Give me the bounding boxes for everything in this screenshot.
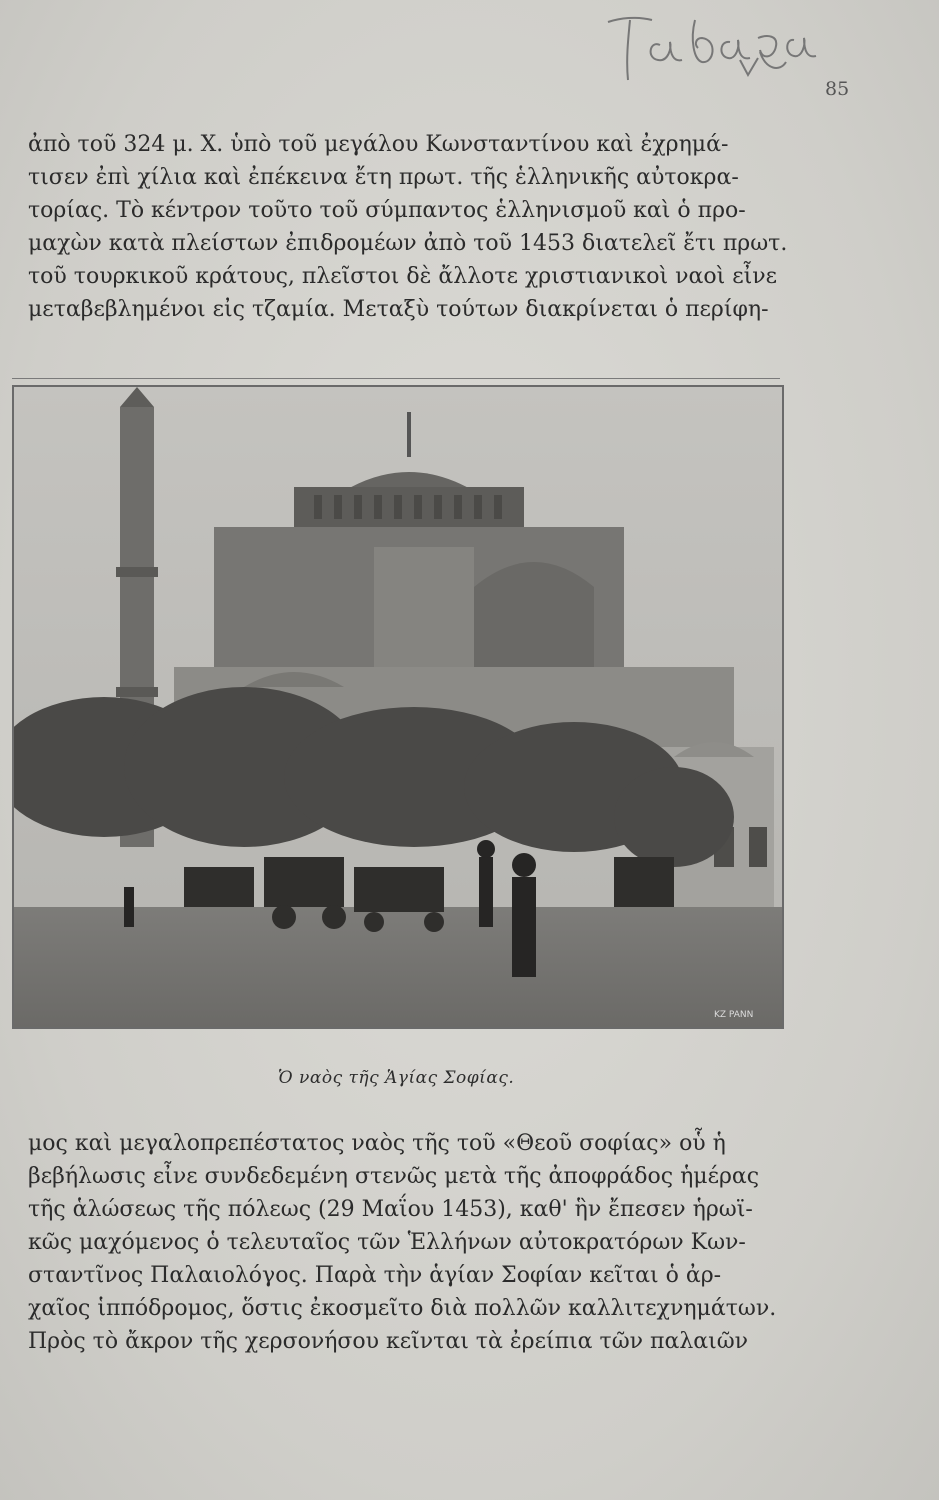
- text-line: τορίας. Τὸ κέντρον τοῦτο τοῦ σύμπαντος ἑλληνισμοῦ καὶ ὁ προ-: [28, 198, 746, 223]
- text-line: τῆς ἁλώσεως τῆς πόλεως (29 Μαΐου 1453), καθ' ἣν ἔπεσεν ἡρωϊ-: [28, 1197, 753, 1222]
- text-line: χαῖος ἱππόδρομος, ὅστις ἐκοσμεῖτο διὰ πολλῶν καλλιτεχνημάτων.: [28, 1296, 777, 1321]
- text-line: σταντῖνος Παλαιολόγος. Παρὰ τὴν ἁγίαν Σοφίαν κεῖται ὁ ἀρ-: [28, 1263, 722, 1288]
- top-paragraph: [28, 128, 788, 326]
- text-line: μαχὼν κατὰ πλείστων ἐπιδρομέων ἀπὸ τοῦ 1453 διατελεῖ ἔτι πρωτ.: [28, 231, 788, 256]
- text-line: μεταβεβλημένοι εἰς τζαμία. Μεταξὺ τούτων διακρίνεται ὁ περίφη-: [28, 297, 769, 322]
- handwritten-annotation: [590, 0, 850, 95]
- photo-top-rule: [12, 378, 780, 379]
- text-line: βεβήλωσις εἶνε συνδεδεμένη στενῶς μετὰ τῆς ἀποφράδος ἡμέρας: [28, 1164, 760, 1189]
- page-number: 85: [825, 78, 850, 100]
- text-line: τοῦ τουρκικοῦ κράτους, πλεῖστοι δὲ ἄλλοτε χριστιανικοὶ ναοὶ εἶνε: [28, 264, 778, 289]
- hagia-sophia-photo: [12, 385, 784, 1029]
- text-line: μος καὶ μεγαλοπρεπέστατος ναὸς τῆς τοῦ «Θεοῦ σοφίας» οὗ ἡ: [28, 1131, 726, 1156]
- text-line: ἀπὸ τοῦ 324 μ. Χ. ὑπὸ τοῦ μεγάλου Κωνσταντίνου καὶ ἐχρημά-: [28, 132, 729, 157]
- photo-illustration: [14, 387, 782, 1027]
- text-line: τισεν ἐπὶ χίλια καὶ ἐπέκεινα ἔτη πρωτ. τῆς ἑλληνικῆς αὐτοκρα-: [28, 165, 739, 190]
- text-line: Πρὸς τὸ ἄκρον τῆς χερσονήσου κεῖνται τὰ ἐρείπια τῶν παλαιῶν: [28, 1329, 749, 1354]
- bottom-paragraph: [28, 1127, 788, 1358]
- text-line: κῶς μαχόμενος ὁ τελευταῖος τῶν Ἑλλήνων αὐτοκρατόρων Κων-: [28, 1230, 746, 1255]
- photo-watermark: KZ PANN: [714, 1010, 754, 1020]
- photo-caption: Ὁ ναὸς τῆς Ἁγίας Σοφίας.: [278, 1068, 515, 1088]
